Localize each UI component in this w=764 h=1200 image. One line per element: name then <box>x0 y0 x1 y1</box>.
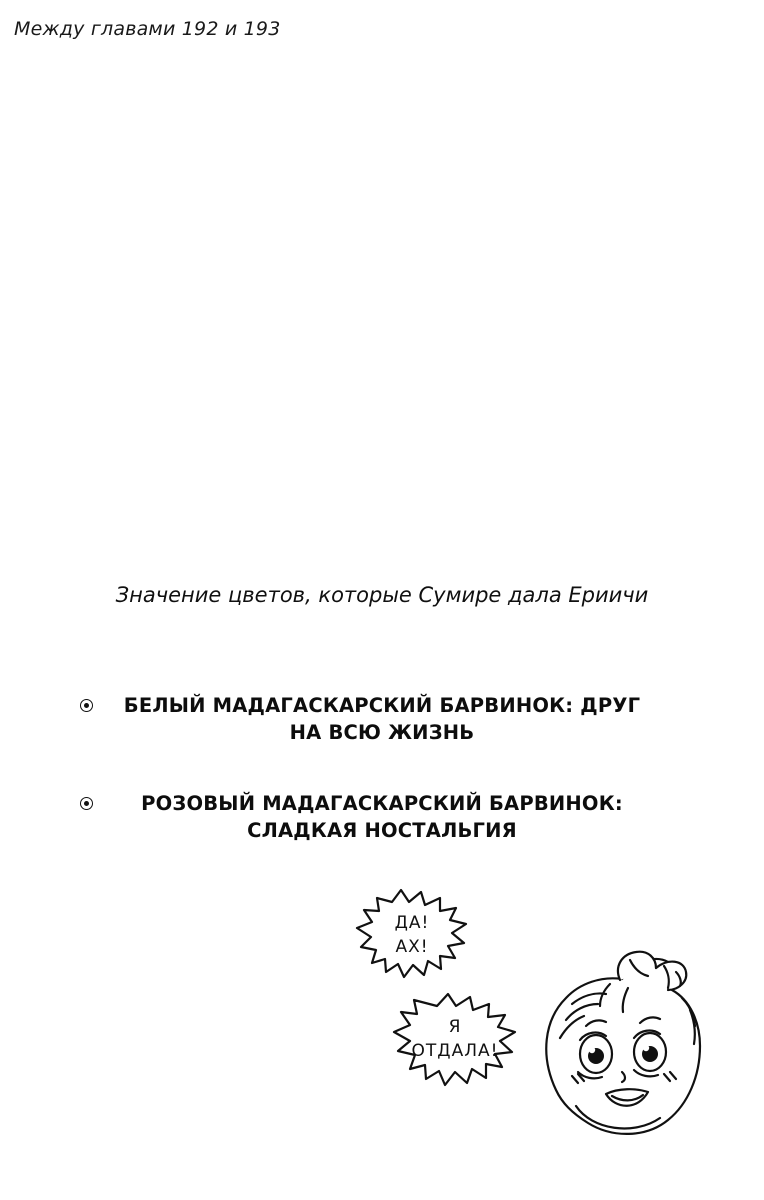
balloon-line-3: Я <box>448 1017 462 1037</box>
bullet-icon <box>80 797 93 810</box>
list-item <box>72 692 692 746</box>
balloon-line-4: ОТДАЛА! <box>411 1041 499 1061</box>
list-item-label: РОЗОВЫЙ МАДАГАСКАРСКИЙ БАРВИНОК: СЛАДКАЯ НОСТАЛЬГИЯ <box>141 792 623 842</box>
flower-meaning-list <box>72 692 692 888</box>
speech-balloon-exclaim <box>357 890 466 977</box>
illustration <box>0 880 764 1200</box>
character-face-icon <box>546 952 700 1134</box>
list-item <box>72 790 692 844</box>
chapter-note: Между главами 192 и 193 <box>14 18 281 40</box>
bullet-icon <box>80 699 93 712</box>
speech-balloon-gave <box>394 994 515 1085</box>
list-item-label: БЕЛЫЙ МАДАГАСКАРСКИЙ БАРВИНОК: ДРУГ НА ВСЮ ЖИЗНЬ <box>123 694 641 744</box>
page-title: Значение цветов, которые Сумире дала Ериичи <box>115 583 649 607</box>
balloon-line-1: ДА! <box>394 913 430 933</box>
balloon-line-2: АХ! <box>395 937 429 957</box>
illustration-svg <box>0 880 764 1200</box>
